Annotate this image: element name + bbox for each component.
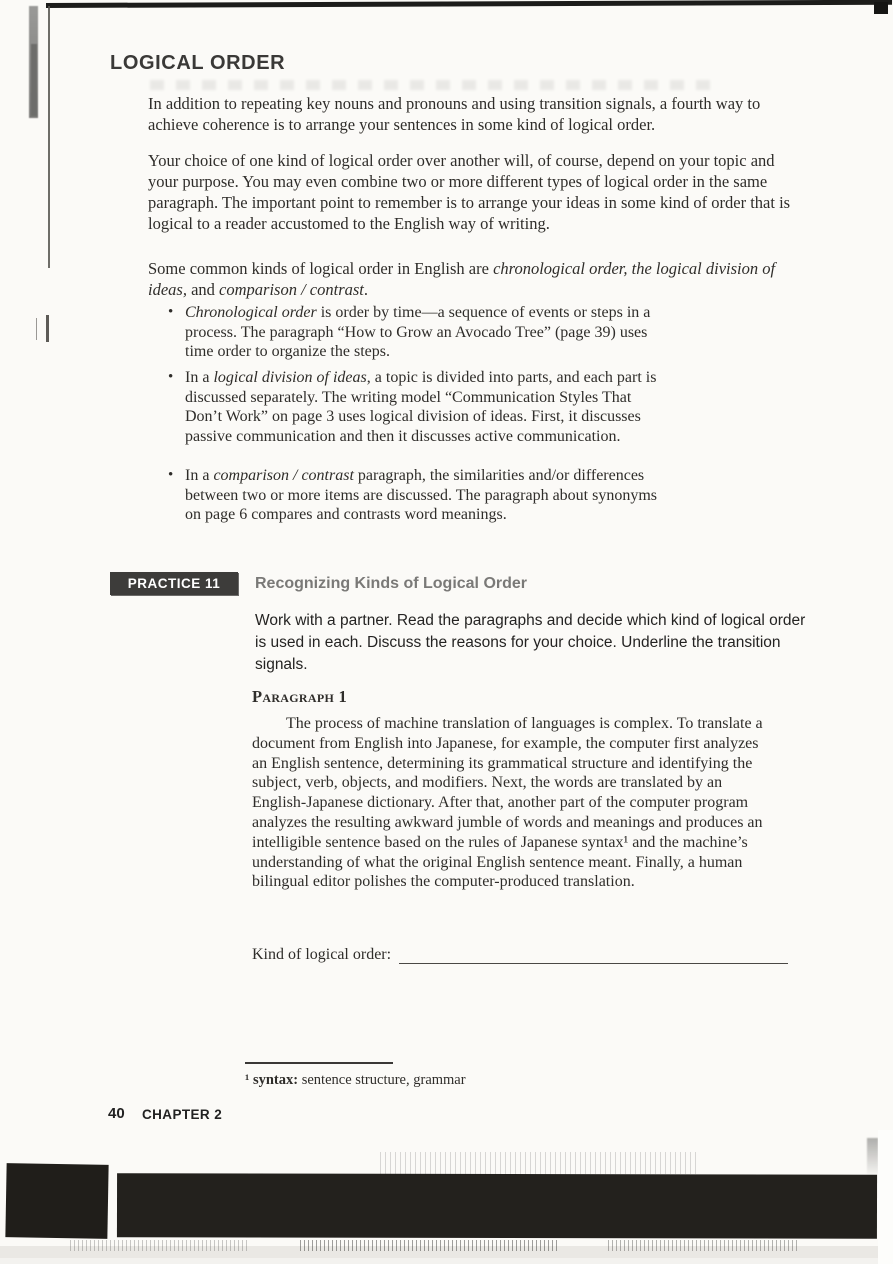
- bullet-dot: [168, 368, 173, 388]
- footnote-text: ¹ syntax: sentence structure, grammar: [245, 1072, 466, 1088]
- scan-bleedthrough-text: [150, 80, 710, 90]
- scan-left-mark: [46, 315, 49, 342]
- scan-left-streak-dark: [31, 44, 37, 116]
- practice-badge: PRACTICE 11: [110, 572, 238, 595]
- page-title: LOGICAL ORDER: [110, 52, 286, 74]
- intro-paragraph-1: In addition to repeating key nouns and pronouns and using transition signals, a fourth way to achieve coherence is to arrange your sentences in some kind of logical order.: [148, 94, 761, 134]
- scan-bottom-strip-light: [0, 1258, 893, 1264]
- answer-label: Kind of logical order:: [252, 946, 392, 963]
- scan-band-noise: [380, 1152, 700, 1174]
- paragraph-1-label: Paragraph 1: [252, 687, 348, 706]
- scan-left-line: [48, 6, 50, 268]
- chapter-label: CHAPTER 2: [142, 1107, 223, 1122]
- scan-top-right-mark: [874, 2, 888, 14]
- scan-top-edge-line: [46, 0, 892, 8]
- bullet-dot: [168, 303, 173, 323]
- answer-blank-line: [399, 943, 788, 964]
- bullet-text: In a comparison / contrast paragraph, the similarities and/or differences between two or more items are discussed. The paragraph about synonyms on page 6 compares and contrasts word meanings.: [185, 467, 658, 524]
- bullet-text: Chronological order is order by time—a sequence of events or steps in a process. The paragraph “How to Grow an Avocado Tree” (page 39) uses time order to organize the steps.: [185, 304, 651, 361]
- scan-band-left-block: [5, 1163, 108, 1239]
- bullet-item-logical-division: [185, 368, 669, 446]
- bullet-item-chronological: [185, 303, 669, 362]
- scan-right-edge: [878, 1130, 893, 1264]
- practice-title: Recognizing Kinds of Logical Order: [255, 575, 528, 592]
- paragraph-1-text: The process of machine translation of languages is complex. To translate a document from English into Japanese, for example, the computer first analyzes an English sentence, determining its grammatical structure and identifying the subject, verb, objects, and modifiers. Next, the words are translated by an English-Japanese dictionary. After that, another part of the computer program analyzes the resulting awkward jumble of words and meanings and produces an intelligible sentence based on the rules of Japanese syntax¹ and the machine’s understanding of what the original English sentence meant. Finally, a human bilingual editor polishes the computer-produced translation.: [252, 715, 763, 891]
- scan-band-main: [117, 1173, 877, 1239]
- scan-left-mark-faint: [36, 318, 37, 340]
- scan-hash-marks: [300, 1240, 560, 1251]
- answer-row: [252, 943, 788, 964]
- scan-hash-marks: [608, 1240, 798, 1251]
- intro-paragraph-2: Your choice of one kind of logical order over another will, of course, depend on your topic and your purpose. You may even combine two or more different types of logical order in the same paragraph. The important point to remember is to arrange your ideas in some kind of order that is logical to a reader accustomed to the English way of writing.: [148, 151, 791, 233]
- bullet-text: In a logical division of ideas, a topic is divided into parts, and each part is discussed separately. The writing model “Communication Styles That Don’t Work” on page 3 uses logical division of ideas. First, it discusses passive communication and then it discusses active communication.: [185, 369, 657, 445]
- page-number: 40: [108, 1105, 125, 1122]
- bullet-dot: [168, 466, 173, 486]
- scan-right-smudge: [867, 1138, 878, 1174]
- footnote-rule: [245, 1062, 393, 1064]
- bullet-item-comparison-contrast: [185, 466, 669, 525]
- scan-hash-marks: [70, 1240, 250, 1251]
- practice-instructions: Work with a partner. Read the paragraphs and decide which kind of logical order is used in each. Discuss the reasons for your choice. Underline the transition signals.: [255, 612, 806, 673]
- intro-paragraph-3: Some common kinds of logical order in English are chronological order, the logical division of ideas, and comparison / contrast.: [148, 259, 776, 299]
